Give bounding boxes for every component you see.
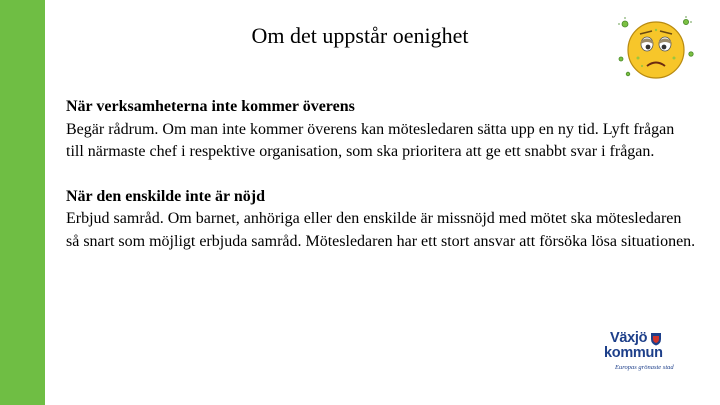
shield-icon [650,332,662,346]
slide-title: Om det uppstår oenighet [251,23,469,48]
section-individual-not-satisfied [66,186,696,254]
logo-text-line2: kommun [604,345,663,361]
section-heading: När verksamheterna inte kommer överens [66,98,355,115]
sick-face-icon [616,14,696,84]
section-disagreement-between-organisations [66,96,696,164]
slide-content [66,96,696,253]
section-heading: När den enskilde inte är nöjd [66,187,265,205]
logo-tagline: Europas grönaste stad [615,364,674,371]
section-body: Begär rådrum. Om man inte kommer överens kan mötesledaren sätta upp en ny tid. Lyft frågan till närmaste chef i respektive organisation, som ska prioritera att ge ett snabbt svar i frågan. [66,120,675,160]
vaxjo-kommun-logo [600,330,678,376]
logo-text-line1: Växjö [610,330,648,346]
section-body: Erbjud samråd. Om barnet, anhöriga eller den enskilde är missnöjd med mötet ska mötesledaren så snart som möjligt erbjuda samråd. Mötesledaren har ett stort ansvar att försöka lösa situationen. [66,210,696,250]
side-accent-stripe [0,0,45,405]
